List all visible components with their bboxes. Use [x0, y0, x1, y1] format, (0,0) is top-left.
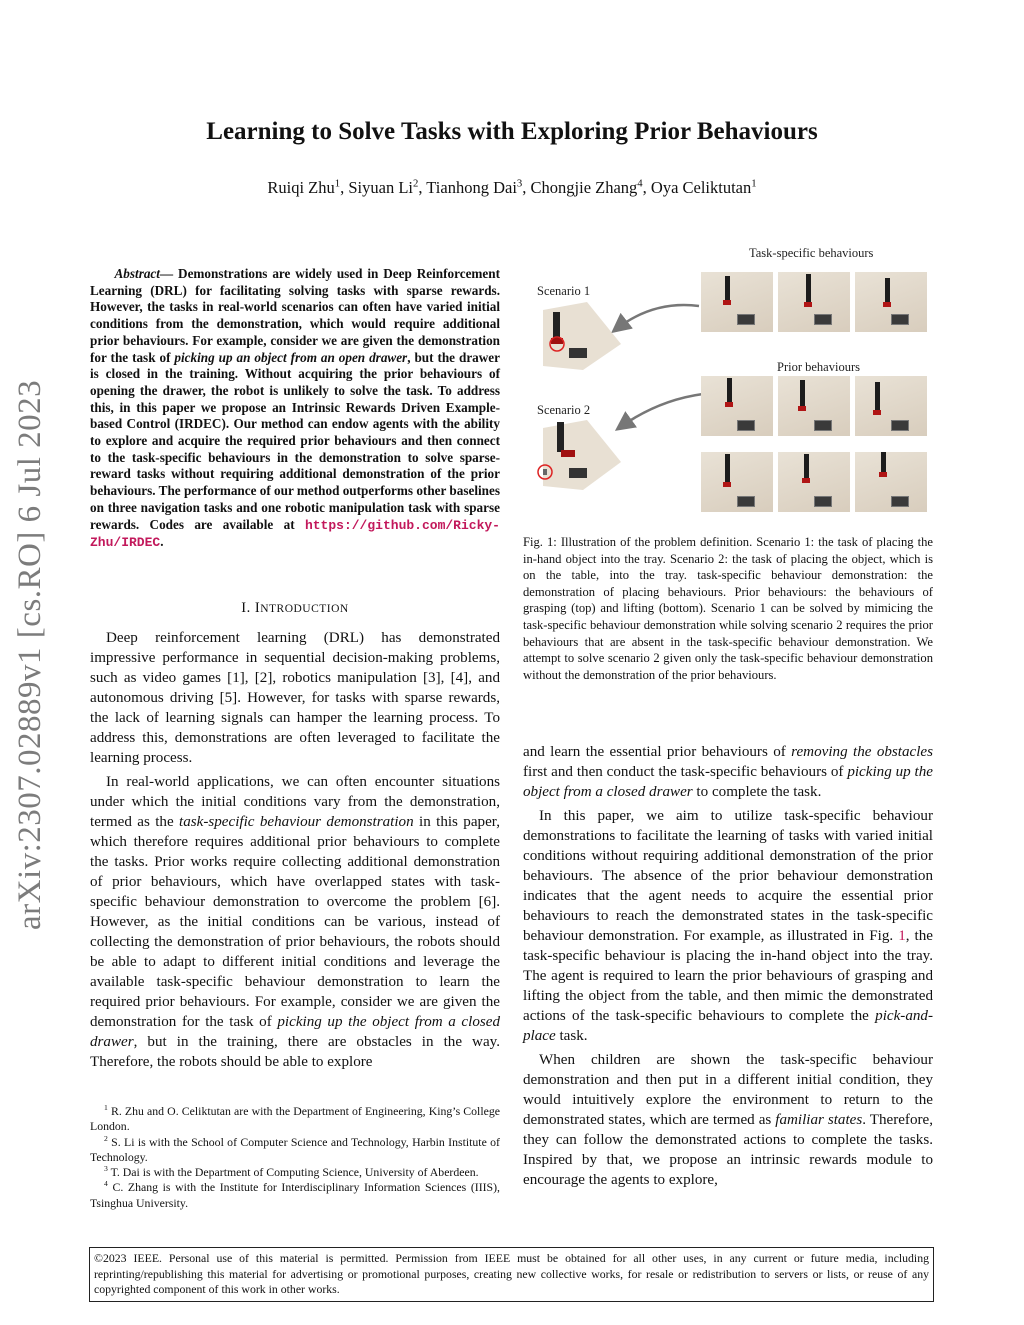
author-affil: 2 — [412, 177, 419, 190]
footnote-text: R. Zhu and O. Celiktutan are with the Department of Engineering, King’s College London. — [90, 1104, 500, 1134]
prior-lift-thumb-2 — [778, 452, 850, 512]
abstract-text: Demonstrations are widely used in Deep Reinforcement Learning (DRL) for facilitating solving tasks with sparse rewards. However, the tasks in real-world scenarios can often have varied initial conditions from the demonstration, which would require additional prior behaviours. For example, consider we are given the demonstration for the task of — [90, 266, 500, 365]
footnote — [90, 1135, 500, 1166]
label-prior: Prior behaviours — [777, 360, 860, 374]
author: Chongjie Zhang — [530, 178, 638, 197]
footnote-mark: 3 — [104, 1164, 108, 1174]
abstract-text: , but the drawer is closed in the training. Without acquiring the prior behaviours of opening the drawer, the robot is unlikely to solve the task. To address this, in this paper we propose an Intrinsic Rewards Driven Example-based Control (IRDEC). Our method can endow agents with the ability to explore and acquire the required prior behaviours and then connect to the task-specific behaviours in the demonstration to solve sparse-reward tasks without requiring additional demonstration of the prior behaviours. The performance of our method outperforms other baselines on three navigation tasks and one robotic manipulation task with sparse rewards. Codes are available at — [90, 349, 500, 532]
footnote — [90, 1165, 500, 1180]
scenario-2-table — [543, 420, 621, 490]
intro-right-column — [523, 742, 933, 1190]
text: . Therefore, they can follow the demonstrated actions to complete the tasks. Inspired by that, we propose an intrinsic rewards module to encourage the agents to explore, — [523, 1112, 933, 1188]
footnote-mark: 2 — [104, 1133, 108, 1143]
author-affil: 1 — [751, 177, 757, 190]
paper-title: Learning to Solve Tasks with Exploring Prior Behaviours — [206, 118, 818, 145]
copyright-notice: ©2023 IEEE. Personal use of this material is permitted. Permission from IEEE must be obtained for all other uses, in any current or future media, including reprinting/republishing this material for advertising or promotional purposes, creating new collective works, for resale or redistribution to servers or lists, or reuse of any copyrighted component of this work in other works. — [89, 1247, 934, 1302]
paragraph — [523, 806, 933, 1046]
italic-text: picking up the object from a closed drawer — [523, 764, 934, 800]
label-task-specific: Task-specific behaviours — [749, 246, 874, 260]
footnote-mark: 1 — [104, 1103, 108, 1113]
prior-grasp-thumb-3 — [855, 376, 927, 436]
prior-grasp-thumb-1 — [701, 376, 773, 436]
italic-text: picking up the object from a closed drawer — [90, 1014, 500, 1050]
text: and learn the essential prior behaviours of — [523, 744, 792, 760]
arxiv-watermark: arXiv:2307.02889v1 [cs.RO] 6 Jul 2023 — [12, 379, 48, 930]
text: In real-world applications, we can often encounter situations under which the initial conditions vary from the demonstration, termed as the — [90, 774, 500, 830]
abstract-end: . — [160, 534, 164, 550]
footnote-mark: 4 — [104, 1179, 108, 1189]
author: Oya Celiktutan — [650, 178, 752, 197]
intro-left-column — [90, 628, 500, 1072]
footnote-text: S. Li is with the School of Computer Science and Technology, Harbin Institute of Technology. — [90, 1134, 500, 1164]
italic-text: pick-and-place — [523, 1008, 933, 1044]
label-scenario-1: Scenario 1 — [537, 284, 591, 298]
task-thumb-2 — [778, 272, 850, 332]
scenario-2-tray — [569, 468, 587, 478]
footnotes — [90, 1104, 500, 1211]
author: Ruiqi Zhu — [267, 178, 335, 197]
text: , the task-specific behaviour is placing the in-hand object into the tray. The agent is required to learn the prior behaviours of grasping and lifting the object from the table, and then mimic the demonstrated actions of the task-specific behaviours to complete the — [523, 928, 933, 1024]
italic-text: removing the obstacles — [791, 744, 933, 760]
text: to complete the task. — [692, 784, 822, 800]
abstract-italic: picking up an object from an open drawer — [174, 349, 408, 365]
scenario-1-arm — [553, 312, 560, 340]
section-heading — [90, 600, 500, 617]
text: In this paper, we aim to utilize task-specific behaviour demonstrations to facilitate the learning of tasks with varied initial conditions without requiring additional demonstration of the prior behaviours. The absence of the prior behaviour demonstration indicates that the agent needs to acquire the essential prior behaviours to reach the demonstrated states in the task-specific behaviour demonstration. For example, as illustrated in Fig. — [523, 808, 933, 944]
prior-lift-thumb-1 — [701, 452, 773, 512]
figure-1 — [523, 240, 935, 530]
italic-text: familiar states — [775, 1112, 863, 1128]
paragraph — [523, 742, 933, 802]
text: , but in the training, there are obstacles in the way. Therefore, the robots should be able to explore — [90, 1034, 500, 1070]
author: Siyuan Li — [348, 178, 413, 197]
scenario-2-object — [543, 469, 547, 475]
label-scenario-2: Scenario 2 — [537, 403, 591, 417]
footnote — [90, 1180, 500, 1211]
arrow-scenario-1 — [615, 305, 699, 330]
task-thumb-3 — [855, 272, 927, 332]
text: first and then conduct the task-specific behaviours of — [523, 764, 848, 780]
text: task. — [555, 1028, 588, 1044]
scenario-2-gripper — [561, 450, 575, 457]
section-title-rest: NTRODUCTION — [260, 603, 349, 615]
footnote — [90, 1104, 500, 1135]
abstract-label: Abstract — [114, 266, 160, 281]
scenario-2-arm — [557, 422, 564, 452]
arrow-scenario-2 — [619, 394, 703, 428]
author-affil: 3 — [516, 177, 523, 190]
prior-lift-thumb-3 — [855, 452, 927, 512]
code-link[interactable]: https://github.com/Ricky-Zhu/IRDEC — [90, 517, 500, 551]
section-title-first: I — [254, 600, 261, 616]
italic-text: task-specific behaviour demonstration — [179, 814, 414, 830]
scenario-1-tray — [569, 348, 587, 358]
footnote-text: C. Zhang is with the Institute for Interdisciplinary Information Sciences (IIIS), Tsinghua University. — [90, 1180, 500, 1210]
figure-ref-link[interactable]: 1 — [898, 928, 906, 944]
text: in this paper, which therefore requires additional prior behaviours to complete the tasks. Prior works require collecting additional demonstration of prior behaviours, which have overlapped states with task-specific behaviour demonstration to overcome the problem [6]. However, as the initial conditions can be various, instead of collecting the demonstration of prior behaviours, the robots should be able to adapt to different initial conditions and leverage the available task-specific behaviour demonstration to learn the required prior behaviours. For example, consider we are given the demonstration for the task of — [90, 814, 500, 1030]
author-affil: 4 — [637, 177, 643, 190]
author-list: Ruiqi Zhu$^1$, Siyuan Li$^2$, Tianhong Dai$^3$, Chongjie Zhang$^4$, Oya Celiktutan$^1$ — [267, 177, 757, 197]
paragraph — [523, 1050, 933, 1190]
author: Tianhong Dai — [426, 178, 517, 197]
prior-grasp-thumb-2 — [778, 376, 850, 436]
section-number: I. — [241, 600, 251, 616]
paragraph — [90, 772, 500, 1072]
footnote-text: T. Dai is with the Department of Computing Science, University of Aberdeen. — [107, 1165, 479, 1180]
author-affil: 1 — [334, 177, 341, 190]
abstract: Abstract— Demonstrations are widely used in Deep Reinforcement Learning (DRL) for facilitating solving tasks with sparse rewards. However, the tasks in real-world scenarios can often have varied initial conditions from the demonstration, which would require additional prior behaviours. For example, consider we are given the demonstration for the task of picking up an object from an open drawer, but the drawer is closed in the training. Without acquiring the prior behaviours of opening the drawer, the robot is unlikely to solve the task. To address this, in this paper we propose an Intrinsic Rewards Driven Example-based Control (IRDEC). Our method can endow agents with the ability to explore and acquire the required prior behaviours and then connect to the task-specific behaviours in the demonstration to solve sparse-reward tasks without requiring additional demonstration of the prior behaviours. The performance of our method outperforms other baselines on three navigation tasks and one robotic manipulation task with sparse rewards. Codes are available at https://github.com/Ricky-Zhu/IRDEC. — [90, 266, 500, 551]
figure-caption: Fig. 1: Illustration of the problem definition. Scenario 1: the task of placing the in-hand object into the tray. Scenario 2: the task of placing the object, which is on the table, into the tray. task-specific behaviour demonstration: the demonstration of placing behaviours. Prior behaviours: the behaviours of grasping (top) and lifting (bottom). Scenario 1 can be solved by mimicing the task-specific behaviour demonstration while solving scenario 2 requires the prior behaviours that are absent in the task-specific behaviour demonstration. We attempt to solve scenario 2 given only the task-specific behaviour demonstration without the demonstration of the prior behaviours. — [523, 535, 933, 682]
paragraph: Deep reinforcement learning (DRL) has demonstrated impressive performance in sequential decision-making problems, such as video games [1], [2], robotics manipulation [3], [4], and autonomous driving [5]. However, for tasks with sparse rewards, the lack of learning signals can hamper the learning process. To address this, demonstrations are often leveraged to facilitate the learning process. — [90, 630, 500, 766]
text: When children are shown the task-specific behaviour demonstration and then put in a different initial condition, they would intuitively explore the environment to return to the demonstrated states, which are termed as — [523, 1052, 933, 1128]
task-thumb-1 — [701, 272, 773, 332]
